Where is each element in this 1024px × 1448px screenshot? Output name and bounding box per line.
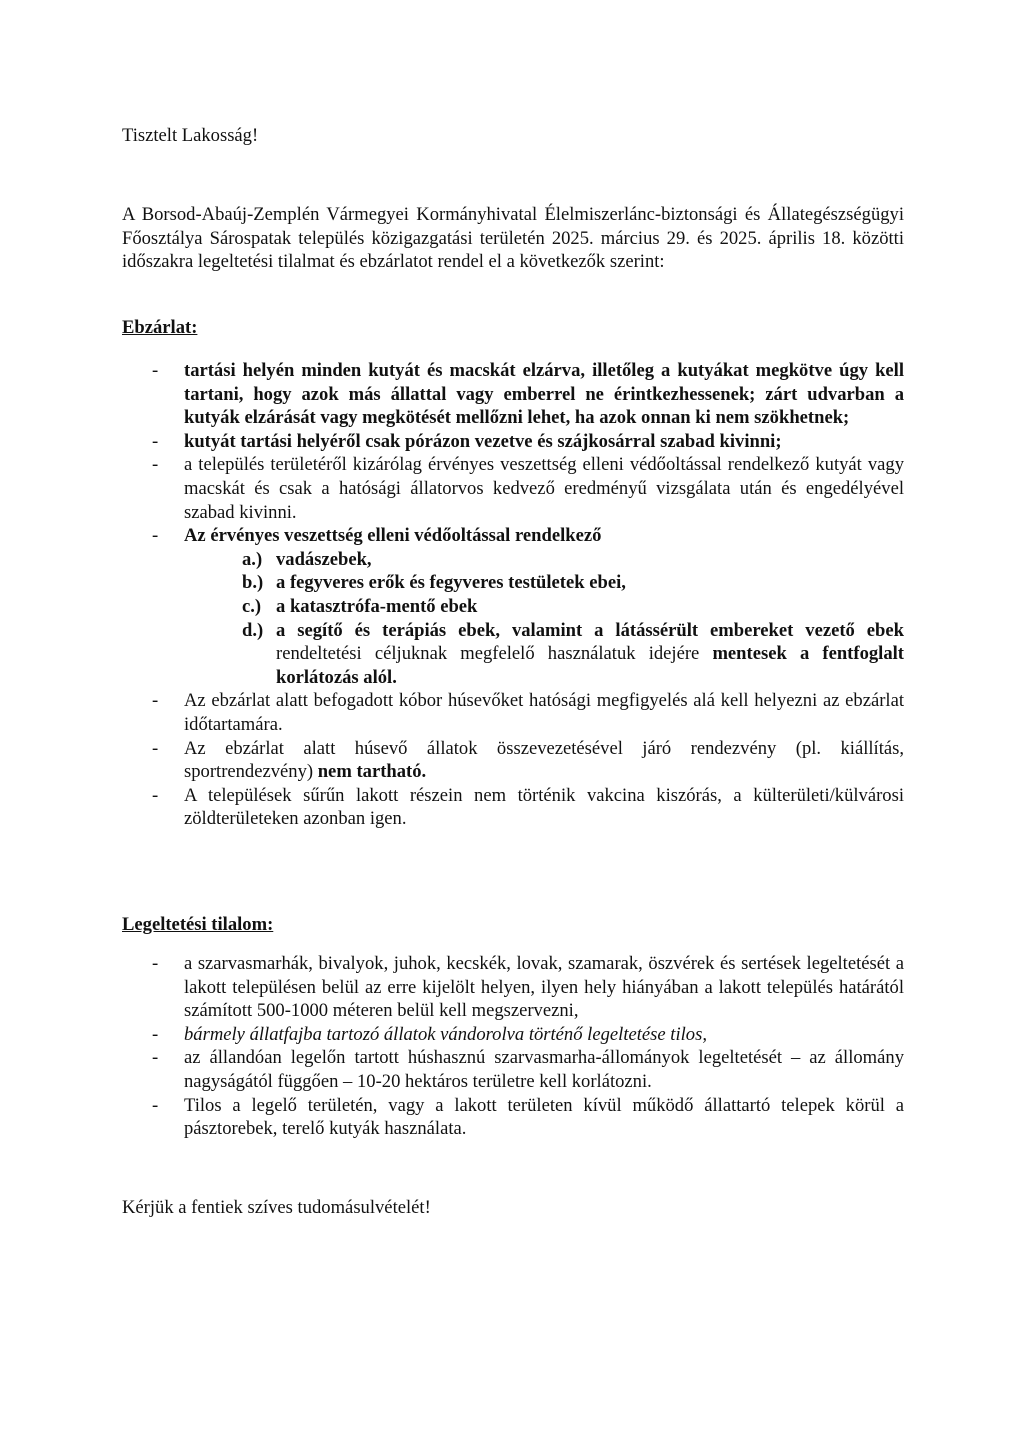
- sublist-label: c.): [242, 595, 262, 617]
- sublist-tail-bold: mentesek a fentfoglalt korlátozás alól.: [276, 643, 904, 688]
- ebzarlat-list: [122, 359, 904, 831]
- list-item: [122, 689, 904, 736]
- dash-bullet: -: [152, 430, 159, 452]
- intro-paragraph: A Borsod-Abaúj-Zemplén Vármegyei Kormányhivatal Élelmiszerlánc-biztonsági és Állategészségügyi Főosztálya Sárospatak település közigazgatási területén 2025. március 29. és 2025. április 18. közötti időszakra legeltetési tilalmat és ebzárlatot rendel el a következők szerint:: [122, 204, 904, 273]
- section-heading-legeltetesi-tilalom: Legeltetési tilalom:: [122, 914, 274, 935]
- sublist-label: a.): [242, 548, 263, 570]
- sublist-item: [242, 619, 904, 690]
- item-text: az állandóan legelőn tartott húshasznú szarvasmarha-állományok legeltetését – az állomány nagyságától függően – 10-20 hektáros területre kell korlátozni.: [184, 1047, 904, 1092]
- list-item: [122, 1094, 904, 1141]
- sublist-text: a katasztrófa-mentő ebek: [276, 595, 478, 617]
- dash-bullet: -: [152, 360, 159, 381]
- item-text: Az érvényes veszettség elleni védőoltással rendelkező: [184, 525, 602, 547]
- list-item: [122, 1023, 904, 1047]
- item-text: a szarvasmarhák, bivalyok, juhok, kecskék, lovak, szamarak, öszvérek és sertések legeltetését a lakott településen belül az erre kijelölt helyen, ilyen hely hiányában a lakott település határától számított 500-1000 méteren belül kell megszervezni,: [184, 953, 904, 1022]
- dash-bullet: -: [152, 953, 159, 974]
- list-item: [122, 952, 904, 1023]
- dash-bullet: -: [152, 454, 159, 476]
- sublist-label: b.): [242, 572, 264, 594]
- exemption-sublist: [184, 548, 904, 690]
- list-item: [122, 1046, 904, 1093]
- dash-bullet: -: [152, 1023, 159, 1045]
- item-text-bold: nem tartható.: [317, 761, 427, 783]
- dash-bullet: -: [152, 737, 159, 759]
- item-text: tartási helyén minden kutyát és macskát elzárva, illetőleg a kutyákat megkötve úgy kell tartani, hogy azok más állattal vagy emberrel ne érintkezhessenek; zárt udvarban a kutyák elzárását vagy megkötését mellőzni lehet, ha azok onnan ki nem szökhetnek;: [184, 360, 904, 429]
- item-text: A települések sűrűn lakott részein nem történik vakcina kiszórás, a külterületi/külvárosi zöldterületeken azonban igen.: [184, 784, 904, 830]
- sublist-item: [242, 571, 904, 595]
- sublist-text: vadászebek,: [276, 548, 372, 570]
- list-item: [122, 524, 904, 689]
- section-heading-ebzarlat: Ebzárlat:: [122, 317, 198, 338]
- list-item: [122, 737, 904, 784]
- item-text: kutyát tartási helyéről csak pórázon vezetve és szájkosárral szabad kivinni;: [184, 430, 782, 452]
- item-text: a település területéről kizárólag érvényes veszettség elleni védőoltással rendelkező kutyát vagy macskát és csak a hatósági állatorvos kedvező eredményű vizsgálata után és engedélyével szabad kivinni.: [184, 454, 904, 523]
- item-text: Az ebzárlat alatt befogadott kóbor húsevőket hatósági megfigyelés alá kell helyezni az ebzárlat időtartamára.: [184, 690, 904, 735]
- sublist-text: a fegyveres erők és fegyveres testületek ebei,: [276, 572, 626, 594]
- list-item: [122, 359, 904, 430]
- sublist-item: [242, 548, 904, 572]
- dash-bullet: -: [152, 1094, 159, 1116]
- greeting: Tisztelt Lakosság!: [122, 125, 259, 146]
- sublist-text: a segítő és terápiás ebek, valamint a látássérült embereket vezető ebek: [276, 619, 904, 641]
- sublist-item: [242, 595, 904, 619]
- legeltetesi-list: [122, 952, 904, 1141]
- list-item: [122, 784, 904, 831]
- item-text: Tilos a legelő területén, vagy a lakott területen kívül működő állattartó telepek körül a pásztorebek, terelő kutyák használata.: [184, 1094, 904, 1140]
- dash-bullet: -: [152, 784, 159, 806]
- item-text: bármely állatfajba tartozó állatok vándorolva történő legeltetése tilos,: [184, 1023, 707, 1045]
- list-item: [122, 430, 904, 454]
- sublist-label: d.): [242, 619, 264, 641]
- dash-bullet: -: [152, 690, 159, 712]
- list-item: [122, 453, 904, 524]
- dash-bullet: -: [152, 1047, 159, 1069]
- sublist-tail: rendeltetési céljuknak megfelelő használatuk idejére: [276, 643, 713, 665]
- dash-bullet: -: [152, 525, 159, 547]
- closing-line: Kérjük a fentiek szíves tudomásulvételét!: [122, 1197, 431, 1218]
- item-text: Az ebzárlat alatt húsevő állatok összevezetésével járó rendezvény (pl. kiállítás, sportrendezvény): [184, 737, 904, 783]
